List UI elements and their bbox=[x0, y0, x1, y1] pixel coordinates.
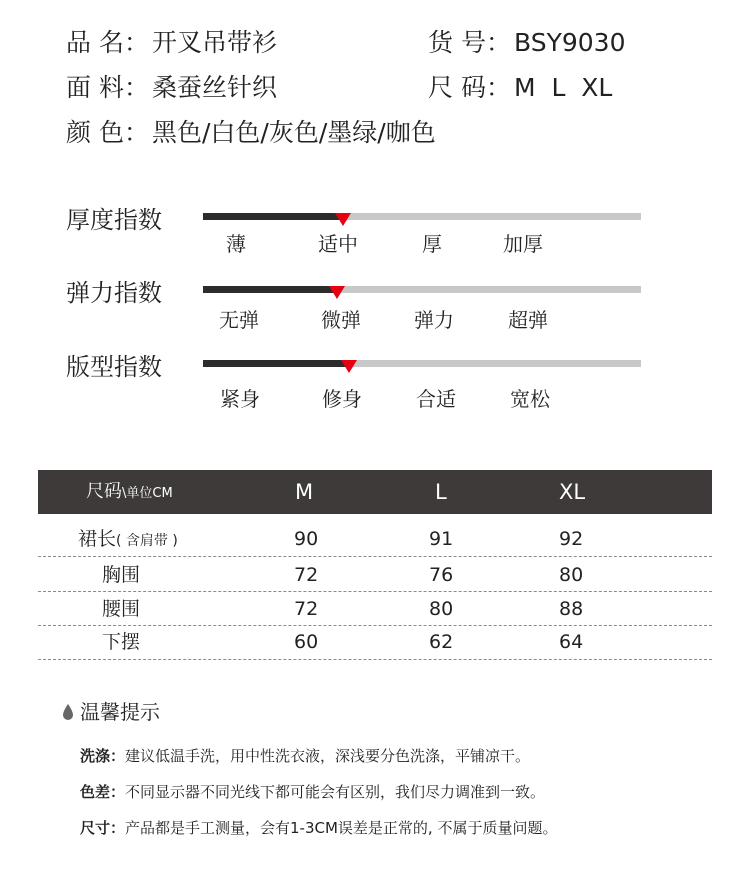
tip-label: 洗涤： bbox=[80, 747, 126, 765]
index-marker bbox=[329, 286, 345, 299]
header-size-label: 尺码 bbox=[86, 481, 122, 502]
level-label: 加厚 bbox=[503, 232, 543, 256]
table-row bbox=[38, 522, 712, 556]
index-title: 厚度指数 bbox=[66, 206, 162, 234]
drop-icon bbox=[62, 703, 74, 721]
fabric-value: 桑蚕丝针织 bbox=[152, 73, 278, 102]
tip-label: 尺寸： bbox=[80, 819, 126, 837]
row-label: 腰围 bbox=[102, 598, 141, 620]
index-marker bbox=[335, 213, 351, 226]
fabric-label: 面 料： bbox=[66, 73, 149, 102]
header-col-m: M bbox=[295, 480, 314, 504]
index-marker bbox=[341, 360, 357, 373]
level-label: 紧身 bbox=[220, 387, 260, 411]
color-label: 颜 色： bbox=[66, 118, 149, 147]
row-divider bbox=[38, 659, 712, 660]
sku-value: BSY9030 bbox=[514, 28, 626, 57]
level-label: 弹力 bbox=[414, 308, 454, 332]
row-value: 76 bbox=[429, 564, 454, 586]
row-label: 胸围 bbox=[102, 564, 141, 586]
level-label: 修身 bbox=[322, 387, 362, 411]
index-fill bbox=[203, 213, 343, 220]
row-value: 62 bbox=[429, 631, 454, 653]
level-label: 薄 bbox=[226, 232, 246, 256]
level-label: 合适 bbox=[416, 387, 456, 411]
row-divider bbox=[38, 556, 712, 557]
index-fill bbox=[203, 360, 349, 367]
table-row bbox=[38, 625, 712, 659]
index-title: 版型指数 bbox=[66, 353, 162, 381]
tip-text: 建议低温手洗，用中性洗衣液，深浅要分色洗涤，平铺凉干。 bbox=[125, 747, 531, 765]
name-label: 品 名： bbox=[66, 28, 149, 57]
level-label: 宽松 bbox=[510, 387, 550, 411]
index-track bbox=[203, 360, 641, 367]
row-label bbox=[78, 522, 178, 558]
row-label-text: 裙长 bbox=[78, 528, 117, 550]
level-label: 厚 bbox=[422, 232, 442, 256]
row-value: 90 bbox=[294, 528, 319, 550]
level-label: 无弹 bbox=[219, 308, 259, 332]
index-title: 弹力指数 bbox=[66, 279, 162, 307]
header-unit-label: \单位CM bbox=[122, 486, 173, 501]
row-label: 下摆 bbox=[102, 631, 141, 653]
table-row bbox=[38, 592, 712, 626]
table-row bbox=[38, 558, 712, 592]
row-value: 72 bbox=[294, 598, 319, 620]
tip-text: 产品都是手工测量，会有1-3CM误差是正常的, 不属于质量问题。 bbox=[125, 819, 558, 837]
row-value: 72 bbox=[294, 564, 319, 586]
tip-wash bbox=[80, 746, 530, 766]
level-label: 微弹 bbox=[321, 308, 361, 332]
header-size-cell bbox=[86, 470, 173, 516]
tip-size bbox=[80, 818, 557, 838]
tip-color-diff bbox=[80, 782, 545, 802]
tip-text: 不同显示器不同光线下都可能会有区别，我们尽力调准到一致。 bbox=[125, 783, 546, 801]
row-label-note: ( 含肩带 ) bbox=[116, 533, 178, 549]
color-value: 黑色/白色/灰色/墨绿/咖色 bbox=[152, 118, 436, 147]
row-value: 91 bbox=[429, 528, 454, 550]
index-fill bbox=[203, 286, 337, 293]
sku-label: 货 号： bbox=[428, 28, 511, 57]
size-value: M L XL bbox=[514, 73, 613, 102]
level-label: 适中 bbox=[318, 232, 358, 256]
row-value: 60 bbox=[294, 631, 319, 653]
size-label: 尺 码： bbox=[428, 73, 511, 102]
index-track bbox=[203, 286, 641, 293]
header-col-l: L bbox=[435, 480, 447, 504]
index-track bbox=[203, 213, 641, 220]
name-value: 开叉吊带衫 bbox=[152, 28, 278, 57]
level-label: 超弹 bbox=[508, 308, 548, 332]
tips-title: 温馨提示 bbox=[80, 700, 160, 724]
row-value: 88 bbox=[559, 598, 584, 620]
tip-label: 色差： bbox=[80, 783, 126, 801]
row-value: 92 bbox=[559, 528, 584, 550]
row-value: 64 bbox=[559, 631, 584, 653]
size-table-header bbox=[38, 470, 712, 514]
row-value: 80 bbox=[429, 598, 454, 620]
header-col-xl: XL bbox=[559, 480, 586, 504]
row-value: 80 bbox=[559, 564, 584, 586]
